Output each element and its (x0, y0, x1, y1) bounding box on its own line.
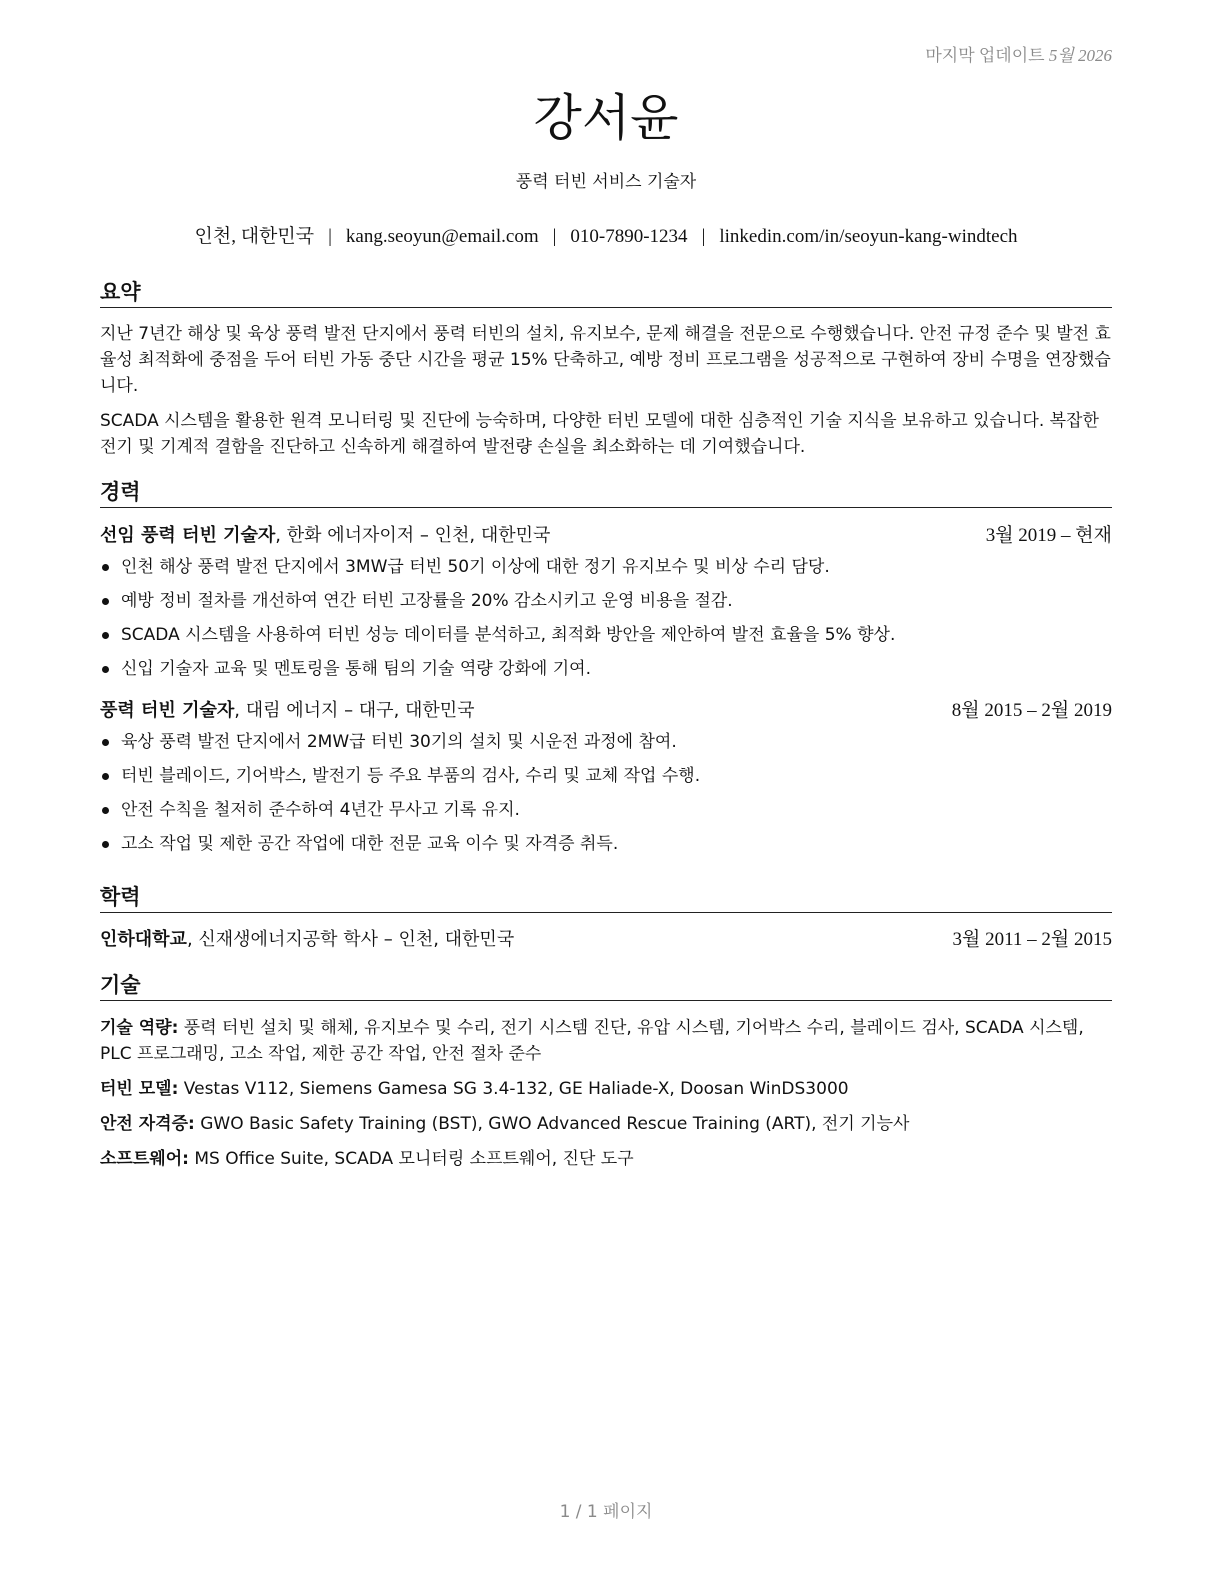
bullet-icon (102, 598, 109, 605)
summary-section (100, 278, 1112, 460)
summary-paragraph: SCADA 시스템을 활용한 원격 모니터링 및 진단에 능숙하며, 다양한 터빈 모델에 대한 심층적인 기술 지식을 보유하고 있습니다. 복잡한 전기 및 기계적 결함을 진단하고 신속하게 해결하여 발전량 손실을 최소화하는 데 기여했습니다. (100, 411, 1099, 457)
list-item (100, 656, 1112, 682)
skill-value: GWO Basic Safety Training (BST), GWO Advanced Rescue Training (ART), 전기 기능사 (194, 1114, 910, 1134)
bullet-text: 터빈 블레이드, 기어박스, 발전기 등 주요 부품의 검사, 수리 및 교체 작업 수행. (121, 766, 701, 786)
job-org: , 대림 에너지 – 대구, 대한민국 (234, 700, 475, 721)
bullet-icon (102, 564, 109, 571)
bullet-icon (102, 666, 109, 673)
last-updated (925, 45, 1112, 67)
education-title: 학력 (100, 883, 1112, 913)
contact-separator: | (552, 226, 557, 247)
job-header (100, 698, 1112, 724)
summary-title: 요약 (100, 278, 1112, 308)
bullet-icon (102, 739, 109, 746)
last-updated-date: 5월 2026 (1048, 46, 1112, 65)
education-section (100, 883, 1112, 953)
summary-paragraph: 지난 7년간 해상 및 육상 풍력 발전 단지에서 풍력 터빈의 설치, 유지보수, 문제 해결을 전문으로 수행했습니다. 안전 규정 준수 및 발전 효율성 최적화에 중점을 두어 터빈 가동 중단 시간을 평균 15% 단축하고, 예방 정비 프로그램을 성공적으로 구현하여 장비 수명을 연장했습니다. (100, 324, 1111, 396)
last-updated-label: 마지막 업데이트 (925, 46, 1045, 65)
list-item (100, 831, 1112, 857)
bullet-text: 고소 작업 및 제한 공간 작업에 대한 전문 교육 이수 및 자격증 취득. (121, 834, 619, 854)
education-school: 인하대학교 (100, 929, 187, 950)
experience-section (100, 478, 1112, 865)
skills-section (100, 971, 1112, 1181)
list-item (100, 554, 1112, 580)
skill-value: 풍력 터빈 설치 및 해체, 유지보수 및 수리, 전기 시스템 진단, 유압 시스템, 기어박스 수리, 블레이드 검사, SCADA 시스템, PLC 프로그래밍, 고소 작업, 제한 공간 작업, 안전 절차 준수 (100, 1018, 1084, 1064)
skill-row (100, 1146, 1112, 1172)
candidate-headline: 풍력 터빈 서비스 기술자 (515, 172, 697, 192)
skill-label: 터빈 모델: (100, 1079, 179, 1099)
job-bullets (100, 729, 1112, 857)
contact-location: 인천, 대한민국 (194, 226, 315, 247)
job-entry (100, 698, 1112, 857)
bullet-icon (102, 632, 109, 639)
skill-label: 소프트웨어: (100, 1149, 189, 1169)
job-header (100, 523, 1112, 549)
bullet-text: 안전 수칙을 철저히 준수하여 4년간 무사고 기록 유지. (121, 800, 520, 820)
bullet-text: 신입 기술자 교육 및 멘토링을 통해 팀의 기술 역량 강화에 기여. (121, 659, 591, 679)
job-date: 8월 2015 – 2월 2019 (951, 700, 1112, 721)
job-bullets (100, 554, 1112, 682)
bullet-text: 육상 풍력 발전 단지에서 2MW급 터빈 30기의 설치 및 시운전 과정에 참여. (121, 732, 677, 752)
skill-row (100, 1111, 1112, 1137)
skill-value: MS Office Suite, SCADA 모니터링 소프트웨어, 진단 도구 (188, 1149, 634, 1169)
list-item (100, 729, 1112, 755)
education-date: 3월 2011 – 2월 2015 (952, 929, 1112, 950)
skill-value: Vestas V112, Siemens Gamesa SG 3.4-132, GE Haliade-X, Doosan WinDS3000 (178, 1079, 849, 1099)
bullet-icon (102, 773, 109, 780)
contact-linkedin[interactable]: linkedin.com/in/seoyun-kang-windtech (719, 226, 1018, 247)
resume-page (100, 0, 1112, 1584)
skill-label: 기술 역량: (100, 1018, 179, 1038)
list-item (100, 797, 1112, 823)
bullet-text: 인천 해상 풍력 발전 단지에서 3MW급 터빈 50기 이상에 대한 정기 유지보수 및 비상 수리 담당. (121, 557, 830, 577)
skill-row (100, 1076, 1112, 1102)
job-org: , 한화 에너자이저 – 인천, 대한민국 (275, 525, 551, 546)
list-item (100, 588, 1112, 614)
job-role: 선임 풍력 터빈 기술자 (100, 525, 276, 546)
bullet-icon (102, 807, 109, 814)
job-entry (100, 523, 1112, 682)
bullet-text: SCADA 시스템을 사용하여 터빈 성능 데이터를 분석하고, 최적화 방안을 제안하여 발전 효율을 5% 향상. (121, 625, 896, 645)
job-role: 풍력 터빈 기술자 (100, 700, 235, 721)
contact-phone: 010-7890-1234 (570, 226, 688, 247)
list-item (100, 622, 1112, 648)
list-item (100, 763, 1112, 789)
bullet-text: 예방 정비 절차를 개선하여 연간 터빈 고장률을 20% 감소시키고 운영 비용을 절감. (121, 591, 733, 611)
experience-title: 경력 (100, 478, 1112, 508)
job-date: 3월 2019 – 현재 (985, 525, 1112, 546)
candidate-name: 강서윤 (533, 89, 679, 147)
contact-separator: | (701, 226, 706, 247)
bullet-icon (102, 841, 109, 848)
contact-separator: | (328, 226, 332, 247)
skills-title: 기술 (100, 971, 1112, 1001)
page-indicator: 1 / 1 페이지 (559, 1502, 653, 1522)
skill-row (100, 1015, 1112, 1067)
contact-line (100, 225, 1112, 249)
contact-email[interactable]: kang.seoyun@email.com (345, 226, 539, 247)
skill-label: 안전 자격증: (100, 1114, 195, 1134)
education-entry (100, 927, 1112, 953)
education-detail: , 신재생에너지공학 학사 – 인천, 대한민국 (186, 929, 515, 950)
